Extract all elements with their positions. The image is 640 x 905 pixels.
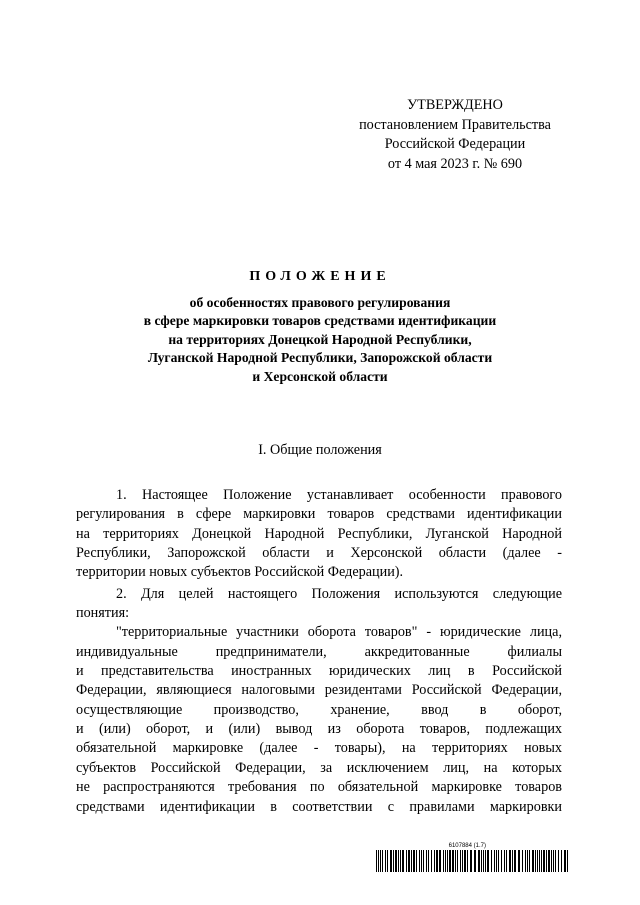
body-line: регулирования в сфере маркировки товаров средствами идентификации: [76, 506, 562, 523]
document-title-block: [60, 268, 580, 386]
body-line: "территориальные участники оборота товаров" - юридические лица,: [116, 624, 562, 641]
body-line: не распространяются требования по обязательной маркировке товаров: [76, 779, 562, 796]
subtitle-line: об особенностях правового регулирования: [189, 295, 451, 310]
approval-line: постановлением Правительства: [359, 116, 551, 133]
document-body: [76, 486, 562, 817]
body-line: Федерации, являющиеся налоговыми резидентами Российской Федерации,: [76, 682, 562, 699]
barcode-icon: [376, 850, 570, 872]
section-heading: I. Общие положения: [258, 442, 382, 458]
body-line: 2. Для целей настоящего Положения используются следующие: [116, 585, 562, 602]
barcode-label: 6107884 (1.7): [448, 843, 486, 849]
subtitle-line: в сфере маркировки товаров средствами идентификации: [143, 313, 497, 329]
subtitle-line: и Херсонской области: [252, 368, 388, 384]
body-line: и представительства иностранных юридических лиц в Российской: [76, 663, 562, 680]
body-line: обязательной маркировке (далее - товары), на территориях новых: [76, 740, 562, 757]
body-line: индивидуальные предприниматели, аккредитованные филиалы: [76, 643, 562, 660]
approval-line: Российской Федерации: [384, 136, 526, 152]
approval-date-number: от 4 мая 2023 г. № 690: [387, 155, 523, 172]
body-line: понятия:: [76, 605, 130, 622]
body-line: на территориях Донецкой Народной Республики, Луганской Народной: [76, 525, 562, 542]
body-line: 1. Настоящее Положение устанавливает особенности правового: [116, 487, 562, 503]
body-line: средствами идентификации в соответствии с правилами маркировки: [76, 798, 562, 815]
approval-stamp: [340, 96, 570, 174]
document-subtitle: [60, 294, 580, 386]
body-line: субъектов Российской Федерации, за исключением лиц, на которых: [76, 759, 562, 776]
body-line: и (или) оборот, и (или) вывод из оборота товаров, подлежащих: [76, 721, 562, 738]
body-line: Республики, Запорожской области и Херсонской области (далее -: [76, 545, 562, 562]
body-line: территории новых субъектов Российской Федерации).: [76, 564, 404, 581]
approval-line: УТВЕРЖДЕНО: [407, 97, 503, 113]
subtitle-line: Луганской Народной Республики, Запорожской области: [147, 350, 493, 366]
document-barcode: [376, 842, 570, 872]
body-line: осуществляющие производство, хранение, ввод в оборот,: [76, 701, 562, 718]
subtitle-line: на территориях Донецкой Народной Республики,: [168, 331, 472, 347]
document-title: ПОЛОЖЕНИЕ: [249, 269, 391, 284]
